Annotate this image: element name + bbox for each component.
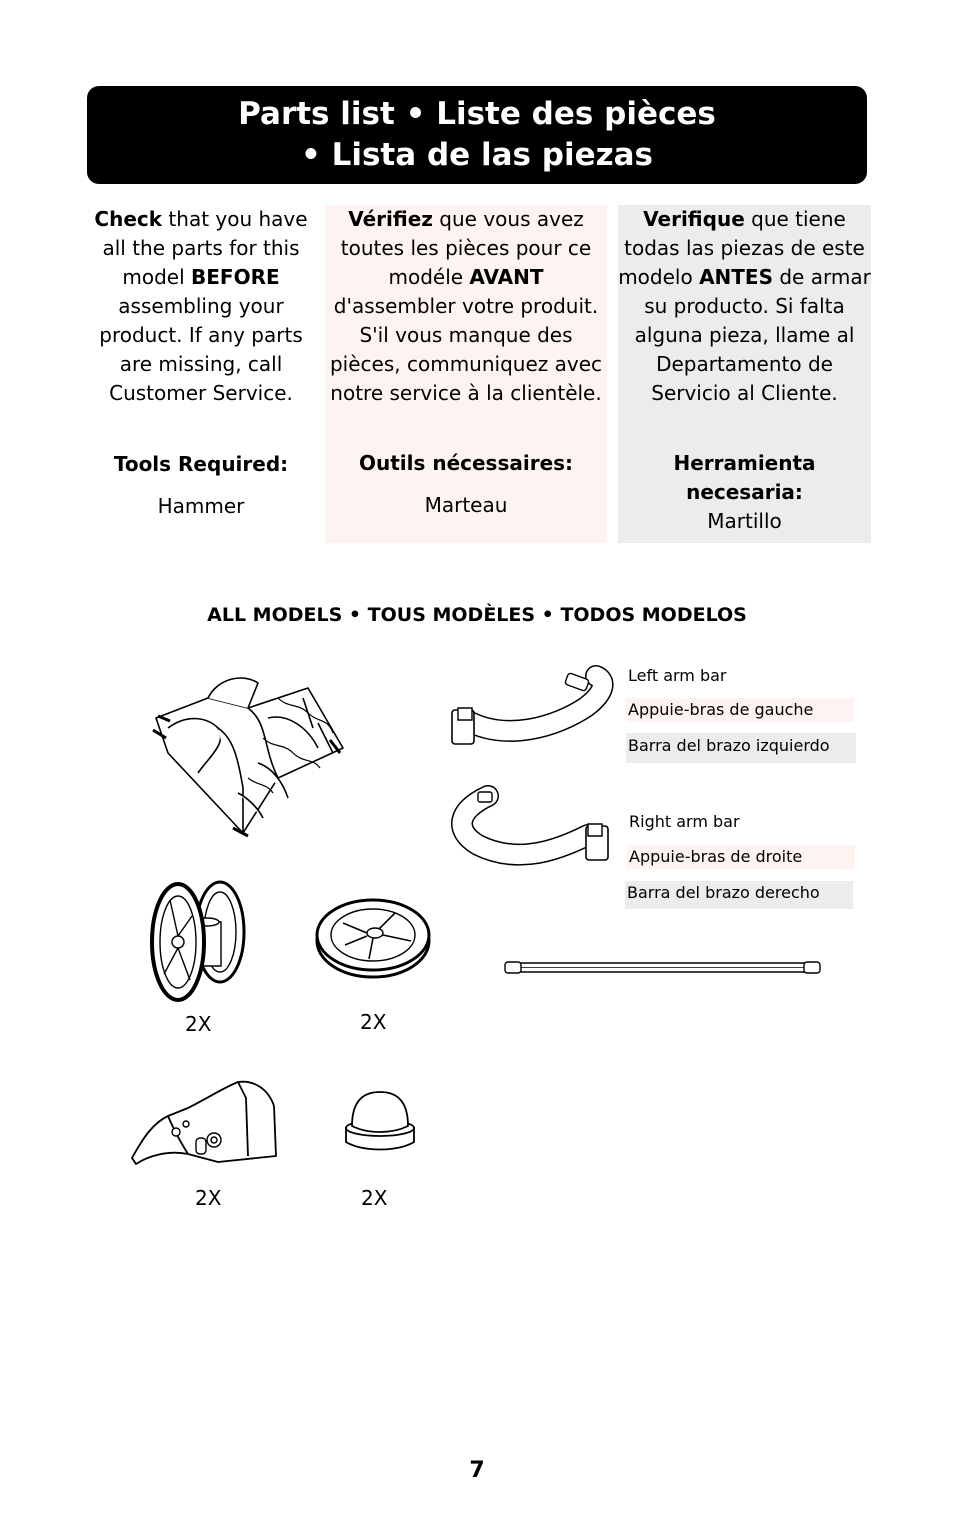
before-label-en: BEFORE: [191, 265, 280, 289]
left-arm-bar-illustration: [446, 672, 611, 752]
wheel-bracket-illustration: [128, 1078, 278, 1166]
left-arm-label-fr: Appuie-bras de gauche: [626, 698, 854, 722]
stroller-seat-illustration: [148, 668, 348, 840]
cap-quantity: 2X: [361, 1186, 388, 1210]
check-label-es: Verifique: [643, 207, 745, 231]
right-arm-label-es: Barra del brazo derecho: [625, 881, 853, 909]
check-text-es-1: que tiene todas las piezas de este modelo: [618, 207, 865, 289]
check-text-en-1: that you have all the parts for this model: [102, 207, 308, 289]
before-label-fr: AVANT: [469, 265, 544, 289]
models-heading: ALL MODELS • TOUS MODÈLES • TODOS MODELOS: [207, 604, 747, 626]
bracket-quantity: 2X: [195, 1186, 222, 1210]
right-arm-bar-illustration: [448, 790, 613, 870]
tools-value-es: Martillo: [707, 509, 782, 533]
english-instructions: [88, 205, 314, 408]
axle-rod-illustration: [504, 958, 821, 978]
page-title: [87, 86, 867, 184]
tools-value-en: Hammer: [157, 494, 245, 518]
tools-heading-en: Tools Required:: [113, 452, 289, 476]
tools-heading-es: Herramienta necesaria:: [673, 451, 816, 504]
rear-wheel-assembly-illustration: [148, 880, 248, 1005]
before-label-es: ANTES: [699, 265, 773, 289]
check-text-fr-1: que vous avez toutes les pièces pour ce modéle: [340, 207, 592, 289]
left-arm-label-es: Barra del brazo izquierdo: [626, 733, 856, 763]
front-wheel-illustration: [315, 897, 433, 979]
right-arm-label-en: Right arm bar: [629, 812, 740, 831]
left-arm-label-en: Left arm bar: [628, 666, 727, 685]
check-text-es-2: de armar su producto. Si falta alguna pieza, llame al Departamento de Servicio al Cliente.: [634, 265, 871, 405]
title-line-2: • Lista de las piezas: [300, 137, 654, 173]
front-wheel-quantity: 2X: [360, 1010, 387, 1034]
right-arm-label-fr: Appuie-bras de droite: [627, 845, 855, 869]
check-label-fr: Vérifiez: [348, 207, 433, 231]
tools-heading-fr: Outils nécessaires:: [358, 451, 574, 475]
rear-wheel-quantity: 2X: [185, 1012, 212, 1036]
check-label-en: Check: [94, 207, 163, 231]
page-number: 7: [469, 1458, 485, 1483]
check-text-fr-2: d'assembler votre produit. S'il vous manque des pièces, communiquez avec notre service à la clientèle.: [329, 294, 603, 405]
tools-value-fr: Marteau: [424, 493, 508, 517]
wheel-cap-illustration: [342, 1090, 418, 1152]
check-text-en-2: assembling your product. If any parts are missing, call Customer Service.: [99, 294, 303, 405]
title-line-1: Parts list • Liste des pièces: [238, 96, 716, 132]
